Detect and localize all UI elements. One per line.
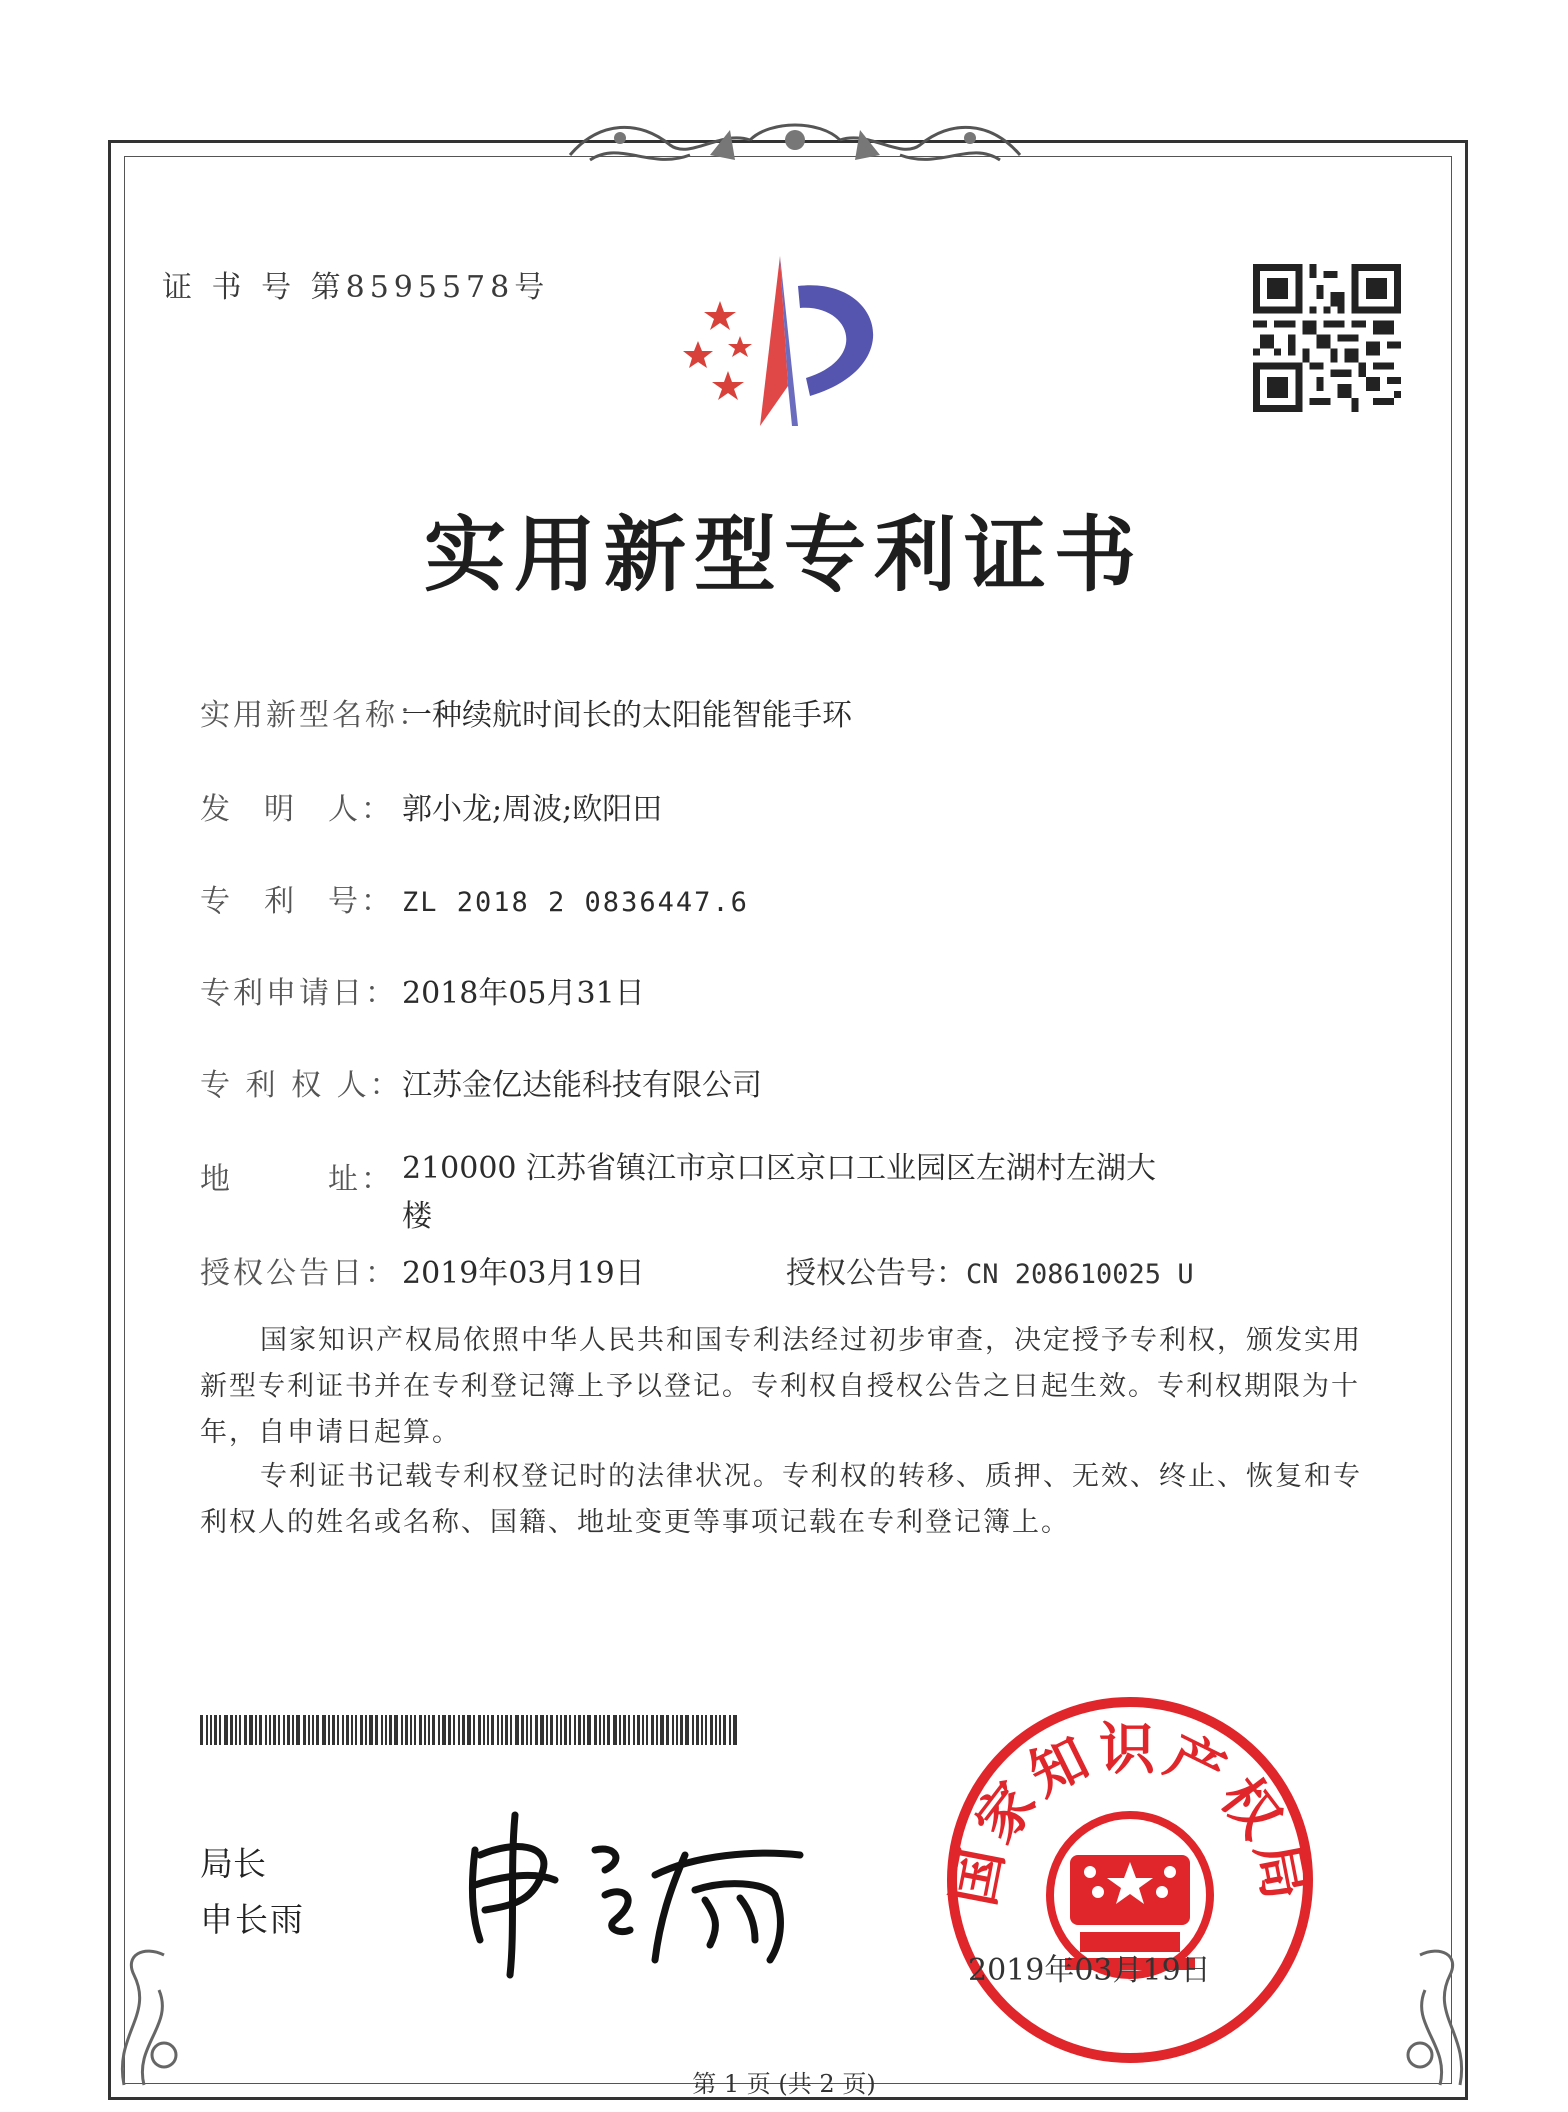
barcode-bar (365, 1715, 367, 1745)
barcode-bar (560, 1715, 562, 1745)
barcode-bar (249, 1715, 253, 1745)
barcode (200, 1715, 740, 1745)
barcode-bar (607, 1715, 610, 1745)
barcode-bar (628, 1715, 630, 1745)
barcode-bar (729, 1715, 731, 1745)
barcode-bar (569, 1715, 571, 1745)
barcode-bar (259, 1715, 262, 1745)
field-application-date (200, 968, 645, 1012)
barcode-bar (265, 1715, 267, 1745)
field-address (200, 1151, 1162, 1241)
barcode-bar (219, 1715, 221, 1745)
barcode-bar (701, 1715, 703, 1745)
statement-paragraph-1: 国家知识产权局依照中华人民共和国专利法经过初步审查，决定授予专利权，颁发实用新型专利证书并在专利登记簿上予以登记。专利权自授权公告之日起生效。专利权期限为十年，自申请日起算。 (200, 1325, 1362, 1448)
barcode-bar (540, 1715, 544, 1745)
application-date-value: 2018年05月31日 (402, 976, 645, 1011)
barcode-bar (287, 1715, 290, 1745)
barcode-bar (583, 1715, 585, 1745)
director-name: 申长雨 (200, 1900, 305, 1939)
barcode-bar (510, 1715, 512, 1745)
barcode-bar (381, 1715, 383, 1745)
barcode-bar (328, 1715, 330, 1745)
publication-number-value: CN 208610025 U (966, 1259, 1194, 1290)
barcode-bar (442, 1715, 446, 1745)
statement-paragraph-2: 专利证书记载专利权登记时的法律状况。专利权的转移、质押、无效、终止、恢复和专利权人的姓名或名称、国籍、地址变更等事项记载在专利登记簿上。 (200, 1461, 1362, 1538)
barcode-bar (497, 1715, 499, 1745)
barcode-bar (619, 1715, 621, 1745)
barcode-bar (546, 1715, 548, 1745)
barcode-bar (214, 1715, 217, 1745)
barcode-bar (515, 1715, 519, 1745)
barcode-bar (651, 1715, 654, 1745)
barcode-bar (346, 1715, 349, 1745)
patent-number-label: 专 利 号： (200, 884, 394, 919)
barcode-bar (685, 1715, 689, 1745)
utility-model-name-value: 一种续航时间长的太阳能智能手环 (402, 698, 852, 733)
barcode-bar (296, 1715, 300, 1745)
barcode-bar (292, 1715, 294, 1745)
field-patent-number (200, 876, 749, 920)
barcode-bar (680, 1715, 683, 1745)
barcode-bar (594, 1715, 597, 1745)
patentee-label: 专 利 权 人： (200, 1068, 403, 1103)
barcode-bar (535, 1715, 538, 1745)
barcode-bar (587, 1715, 591, 1745)
barcode-bar (526, 1715, 528, 1745)
barcode-bar (458, 1715, 460, 1745)
barcode-bar (239, 1715, 241, 1745)
barcode-bar (719, 1715, 721, 1745)
barcode-bar (235, 1715, 237, 1745)
barcode-bar (269, 1715, 271, 1745)
barcode-bar (375, 1715, 378, 1745)
barcode-bar (206, 1715, 208, 1745)
barcode-bar (453, 1715, 455, 1745)
barcode-bar (200, 1715, 203, 1745)
barcode-bar (401, 1715, 403, 1745)
address-value: 210000 江苏省镇江市京口区京口工业园区左湖村左湖大楼 (402, 1151, 1157, 1234)
barcode-bar (322, 1715, 326, 1745)
barcode-bar (574, 1715, 576, 1745)
barcode-bar (733, 1715, 737, 1745)
barcode-bar (705, 1715, 707, 1745)
barcode-bar (278, 1715, 280, 1745)
barcode-bar (424, 1715, 426, 1745)
barcode-bar (564, 1715, 567, 1745)
barcode-bar (419, 1715, 422, 1745)
barcode-bar (448, 1715, 451, 1745)
barcode-bar (642, 1715, 644, 1745)
director-title: 局长 (200, 1844, 266, 1883)
barcode-bar (613, 1715, 617, 1745)
barcode-bar (473, 1715, 475, 1745)
field-patentee (200, 1060, 762, 1104)
barcode-bar (332, 1715, 335, 1745)
barcode-bar (360, 1715, 363, 1745)
cnipa-logo (680, 246, 910, 426)
inventor-label: 发 明 人： (200, 792, 394, 827)
barcode-bar (710, 1715, 713, 1745)
barcode-bar (316, 1715, 319, 1745)
dragon-ornament (560, 100, 1030, 180)
barcode-bar (273, 1715, 276, 1745)
page-number: 第 1 页 (共 2 页) (692, 2070, 876, 2098)
barcode-bar (438, 1715, 440, 1745)
address-label: 地 址： (200, 1162, 394, 1197)
barcode-bar (351, 1715, 353, 1745)
barcode-bar (230, 1715, 233, 1745)
barcode-bar (505, 1715, 508, 1745)
patent-number-value: ZL 2018 2 0836447.6 (402, 887, 749, 918)
field-inventor (200, 784, 662, 828)
grant-date-value: 2019年03月19日 (402, 1256, 645, 1291)
barcode-bar (633, 1715, 635, 1745)
official-seal (940, 1690, 1320, 2070)
barcode-bar (410, 1715, 412, 1745)
field-publication-number (786, 1248, 1194, 1292)
barcode-bar (414, 1715, 416, 1745)
barcode-bar (255, 1715, 257, 1745)
seal-date: 2019年03月19日 (968, 1953, 1211, 1988)
barcode-bar (637, 1715, 640, 1745)
barcode-bar (672, 1715, 674, 1745)
barcode-bar (432, 1715, 435, 1745)
barcode-bar (550, 1715, 553, 1745)
barcode-bar (394, 1715, 398, 1745)
director-signature (455, 1810, 825, 1980)
barcode-bar (501, 1715, 503, 1745)
barcode-bar (623, 1715, 626, 1745)
field-grant-date (200, 1248, 645, 1292)
field-utility-model-name (200, 690, 852, 734)
grant-date-label: 授权公告日： (200, 1256, 398, 1291)
barcode-bar (244, 1715, 247, 1745)
patentee-value: 江苏金亿达能科技有限公司 (402, 1068, 762, 1103)
application-date-label: 专利申请日： (200, 976, 398, 1011)
barcode-bar (389, 1715, 392, 1745)
barcode-bar (660, 1715, 664, 1745)
barcode-bar (556, 1715, 558, 1745)
barcode-bar (462, 1715, 465, 1745)
barcode-bar (283, 1715, 285, 1745)
publication-number-label: 授权公告号： (786, 1256, 966, 1291)
barcode-bar (578, 1715, 581, 1745)
barcode-bar (405, 1715, 408, 1745)
barcode-bar (337, 1715, 339, 1745)
barcode-bar (312, 1715, 314, 1745)
barcode-bar (355, 1715, 357, 1745)
barcode-bar (224, 1715, 228, 1745)
barcode-bar (478, 1715, 481, 1745)
barcode-bar (369, 1715, 373, 1745)
barcode-bar (308, 1715, 310, 1745)
barcode-bar (491, 1715, 494, 1745)
barcode-bar (210, 1715, 212, 1745)
barcode-bar (303, 1715, 306, 1745)
barcode-bar (696, 1715, 699, 1745)
barcode-bar (342, 1715, 344, 1745)
barcode-bar (715, 1715, 717, 1745)
barcode-bar (692, 1715, 694, 1745)
barcode-bar (676, 1715, 678, 1745)
certificate-title: 实用新型专利证书 (423, 507, 1144, 603)
barcode-bar (723, 1715, 726, 1745)
utility-model-name-label: 实用新型名称： (200, 698, 431, 733)
barcode-bar (666, 1715, 669, 1745)
barcode-bar (521, 1715, 524, 1745)
barcode-bar (428, 1715, 430, 1745)
barcode-bar (487, 1715, 489, 1745)
barcode-bar (646, 1715, 648, 1745)
barcode-bar (599, 1715, 601, 1745)
barcode-bar (483, 1715, 485, 1745)
barcode-bar (385, 1715, 387, 1745)
certificate-number: 证 书 号 第8595578号 (162, 270, 550, 305)
seal-text: 国家知识产权局 (941, 1717, 1319, 1911)
qr-code (1253, 264, 1401, 412)
barcode-bar (656, 1715, 658, 1745)
barcode-bar (467, 1715, 471, 1745)
inventor-value: 郭小龙;周波;欧阳田 (402, 792, 663, 827)
barcode-bar (603, 1715, 605, 1745)
barcode-bar (530, 1715, 532, 1745)
